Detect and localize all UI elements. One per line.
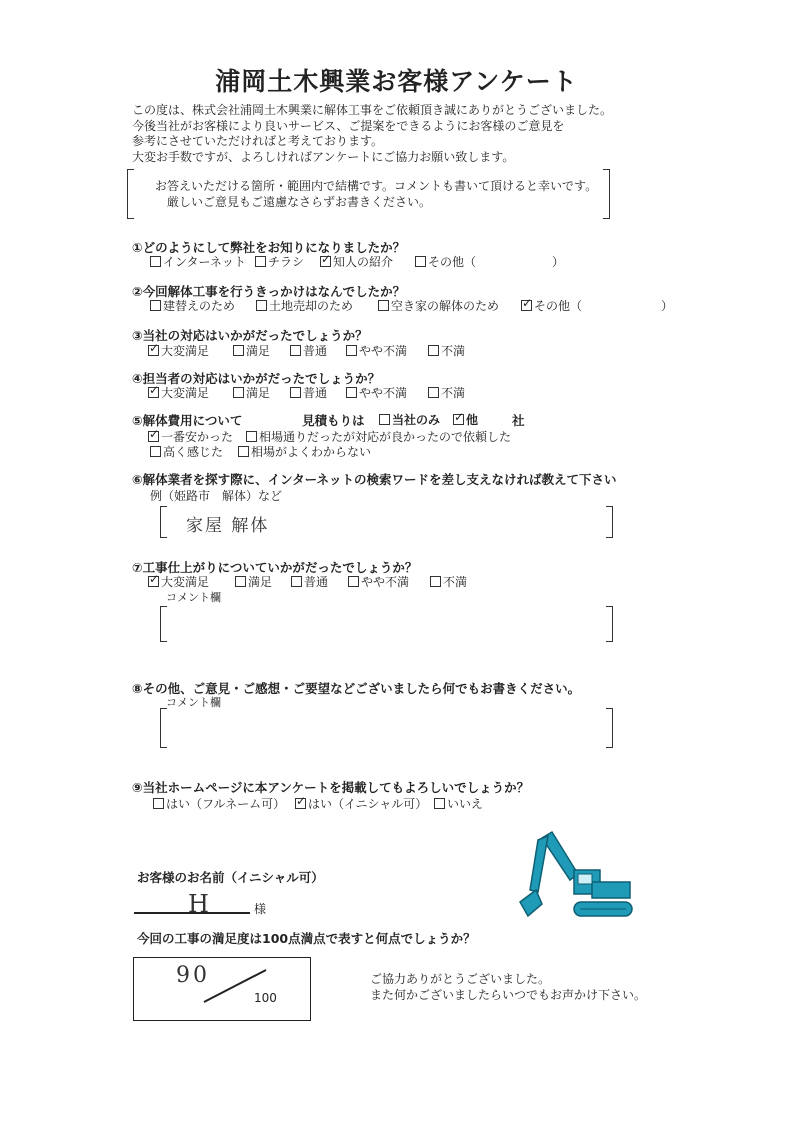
thanks-text xyxy=(370,971,646,1003)
q4-label: ④担当者の対応はいかがだったでしょうか？ xyxy=(132,371,381,386)
q2-option[interactable]: 建替えのため xyxy=(150,297,235,314)
checkbox-icon[interactable] xyxy=(150,256,161,267)
q1-option[interactable]: その他（ xyxy=(415,253,476,270)
q2-label: ②今回解体工事を行うきっかけはなんでしたか？ xyxy=(132,284,406,299)
q5-option[interactable]: 相場通りだったが対応が良かったので依頼した xyxy=(246,428,511,445)
q4-option[interactable]: 満足 xyxy=(233,384,270,401)
score-value[interactable]: 90 xyxy=(176,963,210,988)
q7-right-bracket xyxy=(606,606,613,642)
q1-option[interactable]: インターネット xyxy=(150,253,246,270)
intro-text xyxy=(132,103,612,165)
q5-estimate-option[interactable]: 当社のみ xyxy=(379,411,440,428)
q5-estimate-label: 見積もりは xyxy=(302,413,365,428)
q2-option[interactable]: 土地売却のため xyxy=(256,297,353,314)
q9-option-selected[interactable]: ✓ はい（イニシャル可） xyxy=(295,795,427,812)
checkbox-icon[interactable] xyxy=(428,345,439,356)
checkbox-icon[interactable] xyxy=(255,256,266,267)
q8-label: ⑧その他、ご意見・ご感想・ご要望などございましたら何でもお書きください。 xyxy=(132,681,581,696)
q7-left-bracket xyxy=(160,606,167,642)
q6-example: 例（姫路市 解体）など xyxy=(150,489,283,503)
intro-line: 参考にさせていただければと考えております。 xyxy=(132,134,384,148)
intro-line: 大変お手数ですが、よろしければアンケートにご協力お願い致します。 xyxy=(132,149,515,164)
q9-label: ⑨当社ホームページに本アンケートを掲載してもよろしいでしょうか？ xyxy=(132,780,530,795)
q6-label: ⑥解体業者を探す際に、インターネットの検索ワードを差し支えなければ教えて下さい xyxy=(132,472,617,487)
excavator-icon xyxy=(512,830,638,924)
q3-option[interactable]: 満足 xyxy=(233,342,270,359)
q7-option[interactable]: 満足 xyxy=(235,573,272,590)
q1-paren-close: ） xyxy=(552,255,565,269)
q8-right-bracket xyxy=(606,708,613,748)
q7-comment-field[interactable] xyxy=(168,606,604,642)
checked-checkbox-icon[interactable] xyxy=(521,300,532,311)
checkbox-icon[interactable] xyxy=(346,345,357,356)
q4-option[interactable]: 普通 xyxy=(290,384,327,401)
note-text xyxy=(155,178,597,210)
excavator-window xyxy=(578,874,592,884)
score-max: 100 xyxy=(254,991,277,1005)
q7-label: ⑦工事仕上がりについていかがだったでしょうか？ xyxy=(132,560,418,575)
q2-option[interactable]: 空き家の解体のため xyxy=(378,297,499,314)
q7-option[interactable]: やや不満 xyxy=(348,573,409,590)
checked-checkbox-icon[interactable] xyxy=(148,576,159,587)
checkbox-icon[interactable] xyxy=(290,387,301,398)
checked-checkbox-icon[interactable] xyxy=(148,345,159,356)
q7-option[interactable]: 不満 xyxy=(430,573,467,590)
q4-option-selected[interactable]: ✓大変満足 xyxy=(148,384,209,401)
checkbox-icon[interactable] xyxy=(291,576,302,587)
checkbox-icon[interactable] xyxy=(415,256,426,267)
note-line: お答えいただける箇所・範囲内で結構です。コメントも書いて頂けると幸いです。 xyxy=(155,179,598,193)
q2-paren-close: ） xyxy=(661,299,674,313)
checkbox-icon[interactable] xyxy=(434,798,445,809)
q1-option-selected[interactable]: ✓ 知人の紹介 xyxy=(320,253,393,270)
q1-label: ①どのようにして弊社をお知りになりましたか？ xyxy=(132,240,406,255)
q6-right-bracket xyxy=(606,506,613,538)
q5-label: ⑤解体費用について xyxy=(132,413,243,428)
q7-comment-label: コメント欄 xyxy=(166,591,221,604)
q8-comment-field[interactable] xyxy=(168,708,604,748)
checked-checkbox-icon[interactable] xyxy=(320,256,331,267)
q3-option-selected[interactable]: ✓大変満足 xyxy=(148,342,209,359)
q5-option[interactable]: 高く感じた xyxy=(150,443,223,460)
q5-option-selected[interactable]: ✓一番安かった xyxy=(148,428,233,445)
note-line: 厳しいご意見もご遠慮なさらずお書きください。 xyxy=(167,195,432,209)
intro-line: この度は、株式会社浦岡土木興業に解体工事をご依頼頂き誠にありがとうございました。 xyxy=(132,103,613,117)
checkbox-icon[interactable] xyxy=(378,300,389,311)
q3-option[interactable]: 普通 xyxy=(290,342,327,359)
excavator-arm xyxy=(530,836,548,892)
checkbox-icon[interactable] xyxy=(150,300,161,311)
q8-comment-label: コメント欄 xyxy=(166,696,221,709)
q9-option[interactable]: はい（フルネーム可） xyxy=(153,795,285,812)
checkbox-icon[interactable] xyxy=(153,798,164,809)
checkbox-icon[interactable] xyxy=(290,345,301,356)
checkbox-icon[interactable] xyxy=(150,446,161,457)
checkbox-icon[interactable] xyxy=(238,446,249,457)
checkbox-icon[interactable] xyxy=(256,300,267,311)
checkbox-icon[interactable] xyxy=(235,576,246,587)
checkbox-icon[interactable] xyxy=(233,387,244,398)
checkbox-icon[interactable] xyxy=(379,414,390,425)
checked-checkbox-icon[interactable] xyxy=(295,798,306,809)
checkbox-icon[interactable] xyxy=(348,576,359,587)
thanks-line: ご協力ありがとうございました。 xyxy=(370,972,551,986)
q3-label: ③当社の対応はいかがだったでしょうか？ xyxy=(132,328,368,343)
excavator-drawing xyxy=(520,832,632,916)
q5-option[interactable]: 相場がよくわからない xyxy=(238,443,371,460)
q8-left-bracket xyxy=(160,708,167,748)
q3-option[interactable]: 不満 xyxy=(428,342,465,359)
excavator-body xyxy=(592,882,630,898)
q1-option[interactable]: チラシ xyxy=(255,253,304,270)
intro-line: 今後当社がお客様により良いサービス、ご提案をできるようにお客様のご意見を xyxy=(132,118,565,133)
score-label: 今回の工事の満足度は100点満点で表すと何点でしょうか？ xyxy=(137,931,476,946)
q2-option-selected[interactable]: ✓ その他（ xyxy=(521,297,582,314)
q4-option[interactable]: やや不満 xyxy=(346,384,407,401)
q5-estimate-suffix: 社 xyxy=(512,413,525,428)
checkbox-icon[interactable] xyxy=(233,345,244,356)
q6-left-bracket xyxy=(160,506,167,538)
name-value[interactable]: H xyxy=(188,890,209,918)
survey-title: 浦岡土木興業お客様アンケート xyxy=(215,67,578,96)
note-right-bracket xyxy=(603,169,610,219)
checkbox-icon[interactable] xyxy=(346,387,357,398)
thanks-line: また何かございましたらいつでもお声かけ下さい。 xyxy=(370,988,647,1002)
checkbox-icon[interactable] xyxy=(430,576,441,587)
q4-option[interactable]: 不満 xyxy=(428,384,465,401)
q6-answer[interactable]: 家屋 解体 xyxy=(186,516,270,536)
checkbox-icon[interactable] xyxy=(428,387,439,398)
name-label: お客様のお名前（イニシャル可） xyxy=(137,870,324,885)
q9-option[interactable]: いいえ xyxy=(434,795,483,812)
q3-option[interactable]: やや不満 xyxy=(346,342,407,359)
note-left-bracket xyxy=(127,169,134,219)
checked-checkbox-icon[interactable] xyxy=(148,387,159,398)
q7-option-selected[interactable]: ✓大変満足 xyxy=(148,573,209,590)
name-suffix: 様 xyxy=(254,902,267,916)
q5-estimate-option-selected[interactable]: ✓ 他 xyxy=(453,411,478,428)
q7-option[interactable]: 普通 xyxy=(291,573,328,590)
checked-checkbox-icon[interactable] xyxy=(453,414,464,425)
checkbox-icon[interactable] xyxy=(246,431,257,442)
checked-checkbox-icon[interactable] xyxy=(148,431,159,442)
excavator-bucket xyxy=(520,890,542,916)
